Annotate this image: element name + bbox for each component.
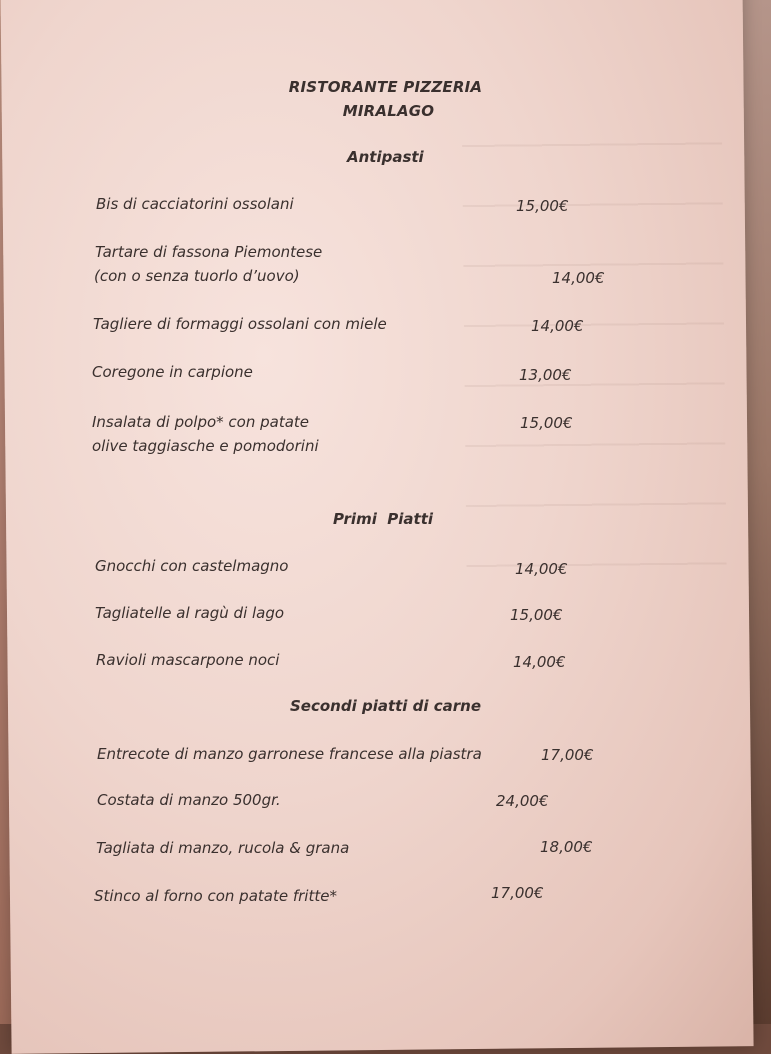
menu-item-price: 14,00€ [515, 560, 568, 578]
menu-item-price: 13,00€ [519, 366, 572, 384]
menu-item-name: Entrecote di manzo garronese francese alla piastra [97, 745, 482, 763]
menu-item-name: Tagliere di formaggi ossolani con miele [93, 315, 387, 333]
menu-item-name: Tagliatelle al ragù di lago [95, 604, 285, 622]
menu-item-price: 15,00€ [516, 197, 569, 215]
section-heading-secondi: Secondi piatti di carne [290, 697, 482, 715]
section-heading-antipasti: Antipasti [347, 148, 424, 166]
restaurant-name-line2: MIRALAGO [342, 102, 435, 120]
menu-item-name-line2: olive taggiasche e pomodorini [92, 437, 319, 455]
menu-item-price: 14,00€ [513, 653, 566, 671]
menu-item-price: 17,00€ [541, 746, 594, 764]
menu-item-price: 15,00€ [510, 606, 563, 624]
menu-item-price: 14,00€ [531, 317, 584, 335]
menu-item-price: 14,00€ [552, 269, 605, 287]
menu-item-price: 18,00€ [540, 838, 593, 856]
menu-item-name: Ravioli mascarpone noci [96, 651, 280, 669]
menu-item-name: Stinco al forno con patate fritte* [94, 887, 337, 905]
menu-item-name: Tartare di fassona Piemontese [95, 243, 323, 261]
menu-item-name-line2: (con o senza tuorlo d’uovo) [94, 267, 300, 285]
menu-item-name: Coregone in carpione [92, 363, 253, 381]
menu-item-name: Costata di manzo 500gr. [97, 791, 281, 809]
menu-item-name: Insalata di polpo* con patate [92, 413, 310, 431]
menu-item-name: Bis di cacciatorini ossolani [96, 195, 294, 213]
menu-item-name: Gnocchi con castelmagno [95, 557, 289, 575]
menu-item-price: 15,00€ [520, 414, 573, 432]
menu-item-price: 24,00€ [496, 792, 549, 810]
menu-item-name: Tagliata di manzo, rucola & grana [96, 839, 350, 857]
section-heading-primi: Primi Piatti [333, 510, 434, 528]
restaurant-name-line1: RISTORANTE PIZZERIA [288, 78, 483, 96]
menu-item-price: 17,00€ [491, 884, 544, 902]
